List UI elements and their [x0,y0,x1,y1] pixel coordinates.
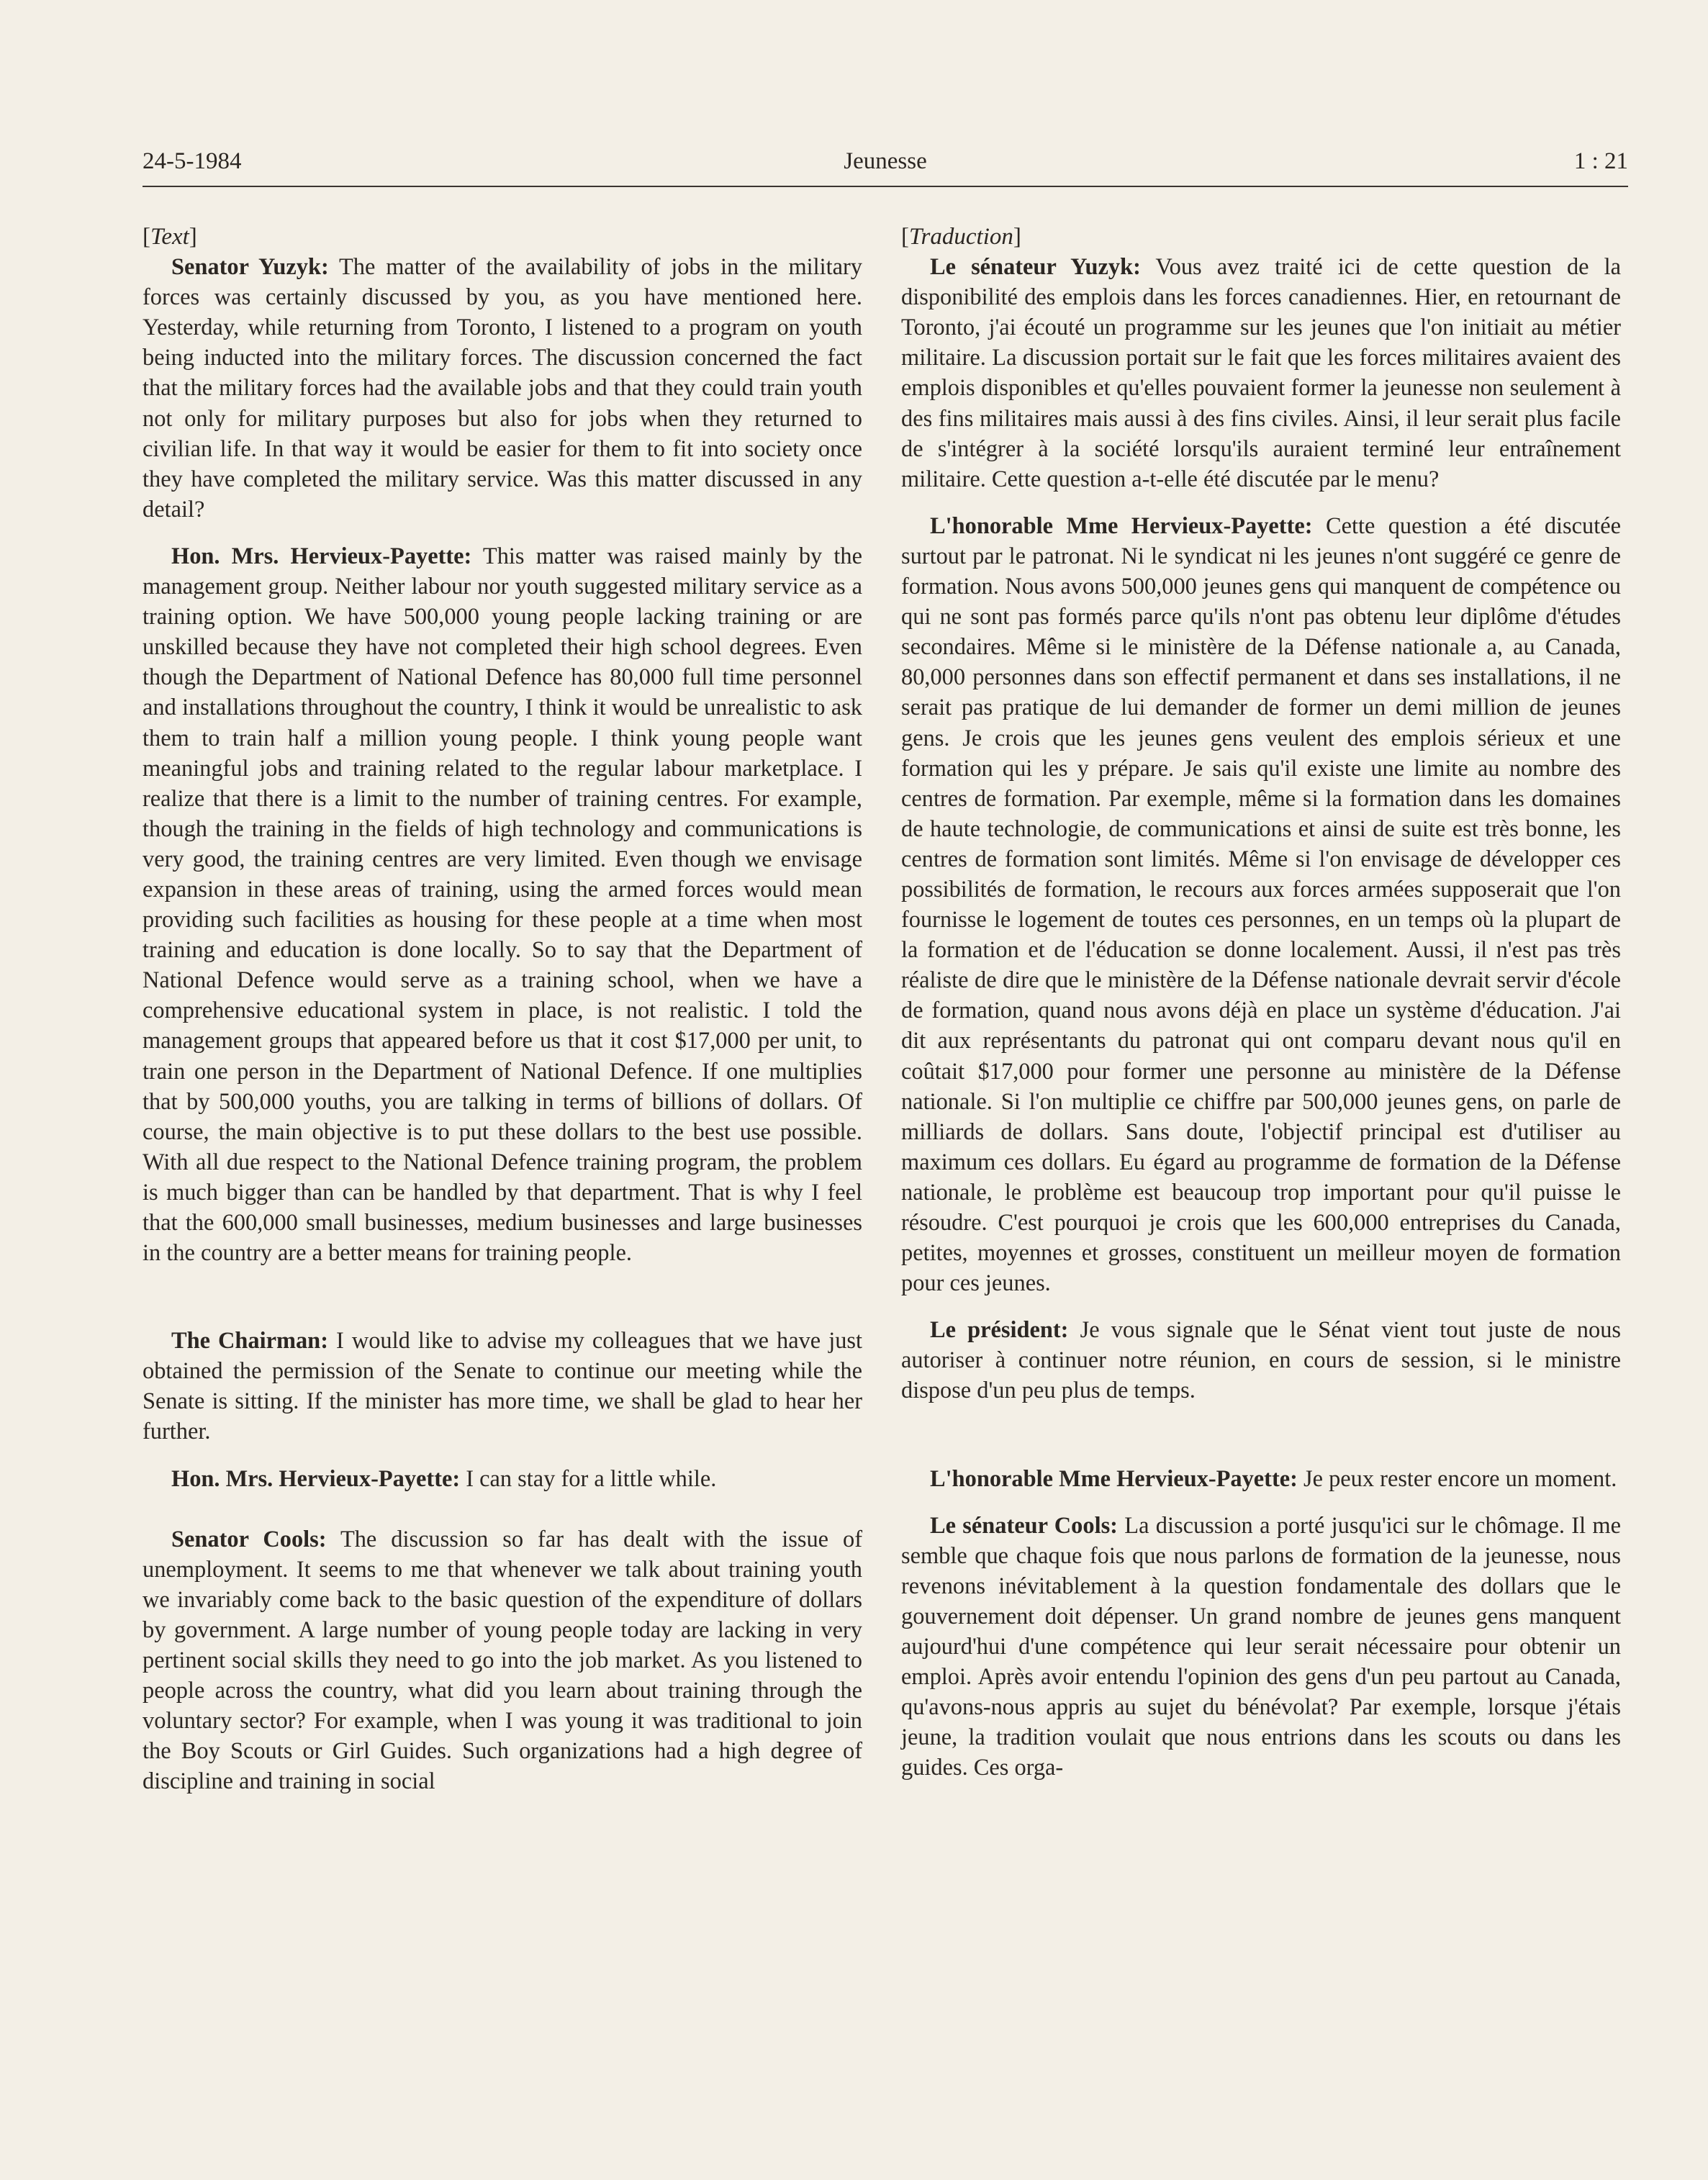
french-column [901,222,1621,1783]
speech-paragraph [143,1524,862,1797]
speech-paragraph [143,252,862,525]
header-rule [143,186,1628,187]
speaker-name: Le sénateur Cools: [930,1512,1118,1539]
speech-text: Je vous signale que le Sénat vient tout juste de nous autoriser à continuer notre réunion, en cours de session, si le ministre dispose d'un peu plus de temps. [901,1317,1621,1404]
speaker-name: L'honorable Mme Hervieux-Payette: [930,512,1313,539]
header-date: 24-5-1984 [143,148,242,174]
speech-text: I can stay for a little while. [460,1465,717,1492]
speech-text: I would like to advise my colleagues that we have just obtained the permission of the Senate to continue our meeting while the Senate is sitting. If the minister has more time, we shall be glad to hear her further. [143,1328,862,1445]
speech-text: Cette question a été discutée surtout par le patronat. Ni le syndicat ni les jeunes n'ont suggéré ce genre de formation. Nous avons 500,000 jeunes gens qui manquent de compétence ou qui ne sont pas formés parce qu'ils n'ont pas obtenu leur diplôme d'études secondaires. Même si le ministère de la Défense nationale a, au Canada, 80,000 personnes dans son effectif permanent et dans ses installations, il ne serait pas pratique de lui demander de former un demi million de jeunes gens. Je crois que les jeunes gens veulent des emplois sérieux et une formation qui les y prépare. Je sais qu'il existe une limite au nombre des centres de formation. Par exemple, même si la formation dans les domaines de haute technologie, de communications et ainsi de suite est très bonne, les centres de formation sont limités. Même si l'on envisage de développer ces possibilités de formation, le recours aux forces armées supposerait que l'on fournisse le logement de toutes ces personnes, en un temps où la plupart de la formation et de l'éducation se donne localement. Aussi, il n'est pas très réaliste de dire que le ministère de la Défense nationale devrait servir d'école de formation, quand nous avons déjà en place un système d'éducation. J'ai dit aux représentants du patronat qui ont comparu devant nous qu'il en coûtait $17,000 pour former une personne au ministère de la Défense nationale. Si l'on multiplie ce chiffre par 500,000 jeunes gens, on parle de milliards de dollars. Sans doute, l'objectif principal est d'utiliser au maximum ces dollars. Eu égard au programme de formation de la Défense nationale, le problème est beaucoup trop important pour qu'il puisse le résoudre. C'est pourquoi je crois que les 600,000 entreprises du Canada, petites, moyennes et grosses, constituent un meilleur moyen de formation pour ces jeunes. [901,512,1621,1297]
running-header [143,144,1628,187]
speaker-name: Senator Yuzyk: [171,254,329,281]
speech-paragraph [901,1315,1621,1406]
speech-text: The matter of the availability of jobs in the military forces was certainly discussed by you, as you have mentioned here. Yesterday, while returning from Toronto, I listened to a program on youth being inducted into the military forces. The discussion concerned the fact that the military forces had the available jobs and that they could train youth not only for military purposes but also for jobs when they returned to civilian life. In that way it would be easier for them to fit into society once they have completed the military service. Was this matter discussed in any detail? [143,254,862,523]
speaker-name: L'honorable Mme Hervieux-Payette: [930,1465,1298,1492]
speech-paragraph [901,511,1621,1298]
speech-paragraph [901,1464,1621,1494]
language-marker: [Traduction] [901,224,1021,250]
speaker-name: The Chairman: [171,1328,328,1354]
speaker-name: Le sénateur Yuzyk: [930,254,1141,281]
speaker-name: Hon. Mrs. Hervieux-Payette: [171,1465,461,1492]
speech-paragraph [901,1511,1621,1783]
header-page-number: 1 : 21 [1573,148,1628,174]
speech-paragraph [143,1326,862,1447]
speaker-name: Hon. Mrs. Hervieux-Payette: [171,543,472,569]
speech-paragraph [901,252,1621,494]
speech-paragraph [143,1464,862,1494]
speech-paragraph [143,541,862,1268]
speaker-name: Le président: [930,1317,1069,1344]
english-column [143,222,862,1797]
language-marker: [Text] [143,224,197,250]
speech-text: Je peux rester encore un moment. [1297,1465,1617,1492]
speech-text: Vous avez traité ici de cette question de la disponibilité des emplois dans les forces canadiennes. Hier, en retournant de Toronto, j'ai écouté un programme sur les jeunes que l'on initiait au métier militaire. La discussion portait sur le fait que les forces militaires avaient des emplois disponibles et qu'elles pouvaient former la jeunesse non seulement à des fins militaires mais aussi à des fins civiles. Ainsi, il leur serait plus facile de s'intégrer à la société lorsqu'ils auraient terminé leur entraînement militaire. Cette question a-t-elle été discutée par le menu? [901,254,1621,492]
speaker-name: Senator Cools: [171,1526,327,1552]
header-title: Jeunesse [844,148,927,174]
speech-text: This matter was raised mainly by the management group. Neither labour nor youth suggested military service as a training option. We have 500,000 young people lacking training or are unskilled because they have not completed their high school degrees. Even though the Department of National Defence has 80,000 full time personnel and installations throughout the country, I think it would be unrealistic to ask them to train half a million young people. I think young people want meaningful jobs and training related to the regular labour marketplace. I realize that there is a limit to the number of training centres. For example, though the training in the fields of high technology and communications is very good, the training centres are very limited. Even though we envisage expansion in these areas of training, using the armed forces would mean providing such facilities as housing for these people at a time when most training and education is done locally. So to say that the Department of National Defence would serve as a training school, when we have a comprehensive educational system in place, is not realistic. I told the management groups that appeared before us that it cost $17,000 per unit, to train one person in the Department of National Defence. If one multiplies that by 500,000 youths, you are talking in terms of billions of dollars. Of course, the main objective is to put these dollars to the best use possible. With all due respect to the National Defence training program, the problem is much bigger than can be handled by that department. That is why I feel that the 600,000 small businesses, medium businesses and large businesses in the country are a better means for training people. [143,543,862,1267]
speech-text: The discussion so far has dealt with the issue of unemployment. It seems to me that whenever we talk about training youth we invariably come back to the basic question of the expenditure of dollars by government. A large number of young people today are lacking in very pertinent social skills they need to go into the job market. As you listened to people across the country, what did you learn about training through the voluntary sector? For example, when I was young it was traditional to join the Boy Scouts or Girl Guides. Such organizations had a high degree of discipline and training in social [143,1526,862,1795]
speech-text: La discussion a porté jusqu'ici sur le chômage. Il me semble que chaque fois que nous parlons de formation de la jeunesse, nous revenons inévitablement à la question fondamentale des dollars que le gouvernement doit dépenser. Un grand nombre de jeunes gens manquent aujourd'hui d'une compétence qui leur serait nécessaire pour obtenir un emploi. Après avoir entendu l'opinion des gens d'un peu partout au Canada, qu'avons-nous appris au sujet du bénévolat? Par exemple, lorsque j'étais jeune, la tradition voulait que nous entrions dans les scouts ou dans les guides. Ces orga- [901,1512,1621,1781]
